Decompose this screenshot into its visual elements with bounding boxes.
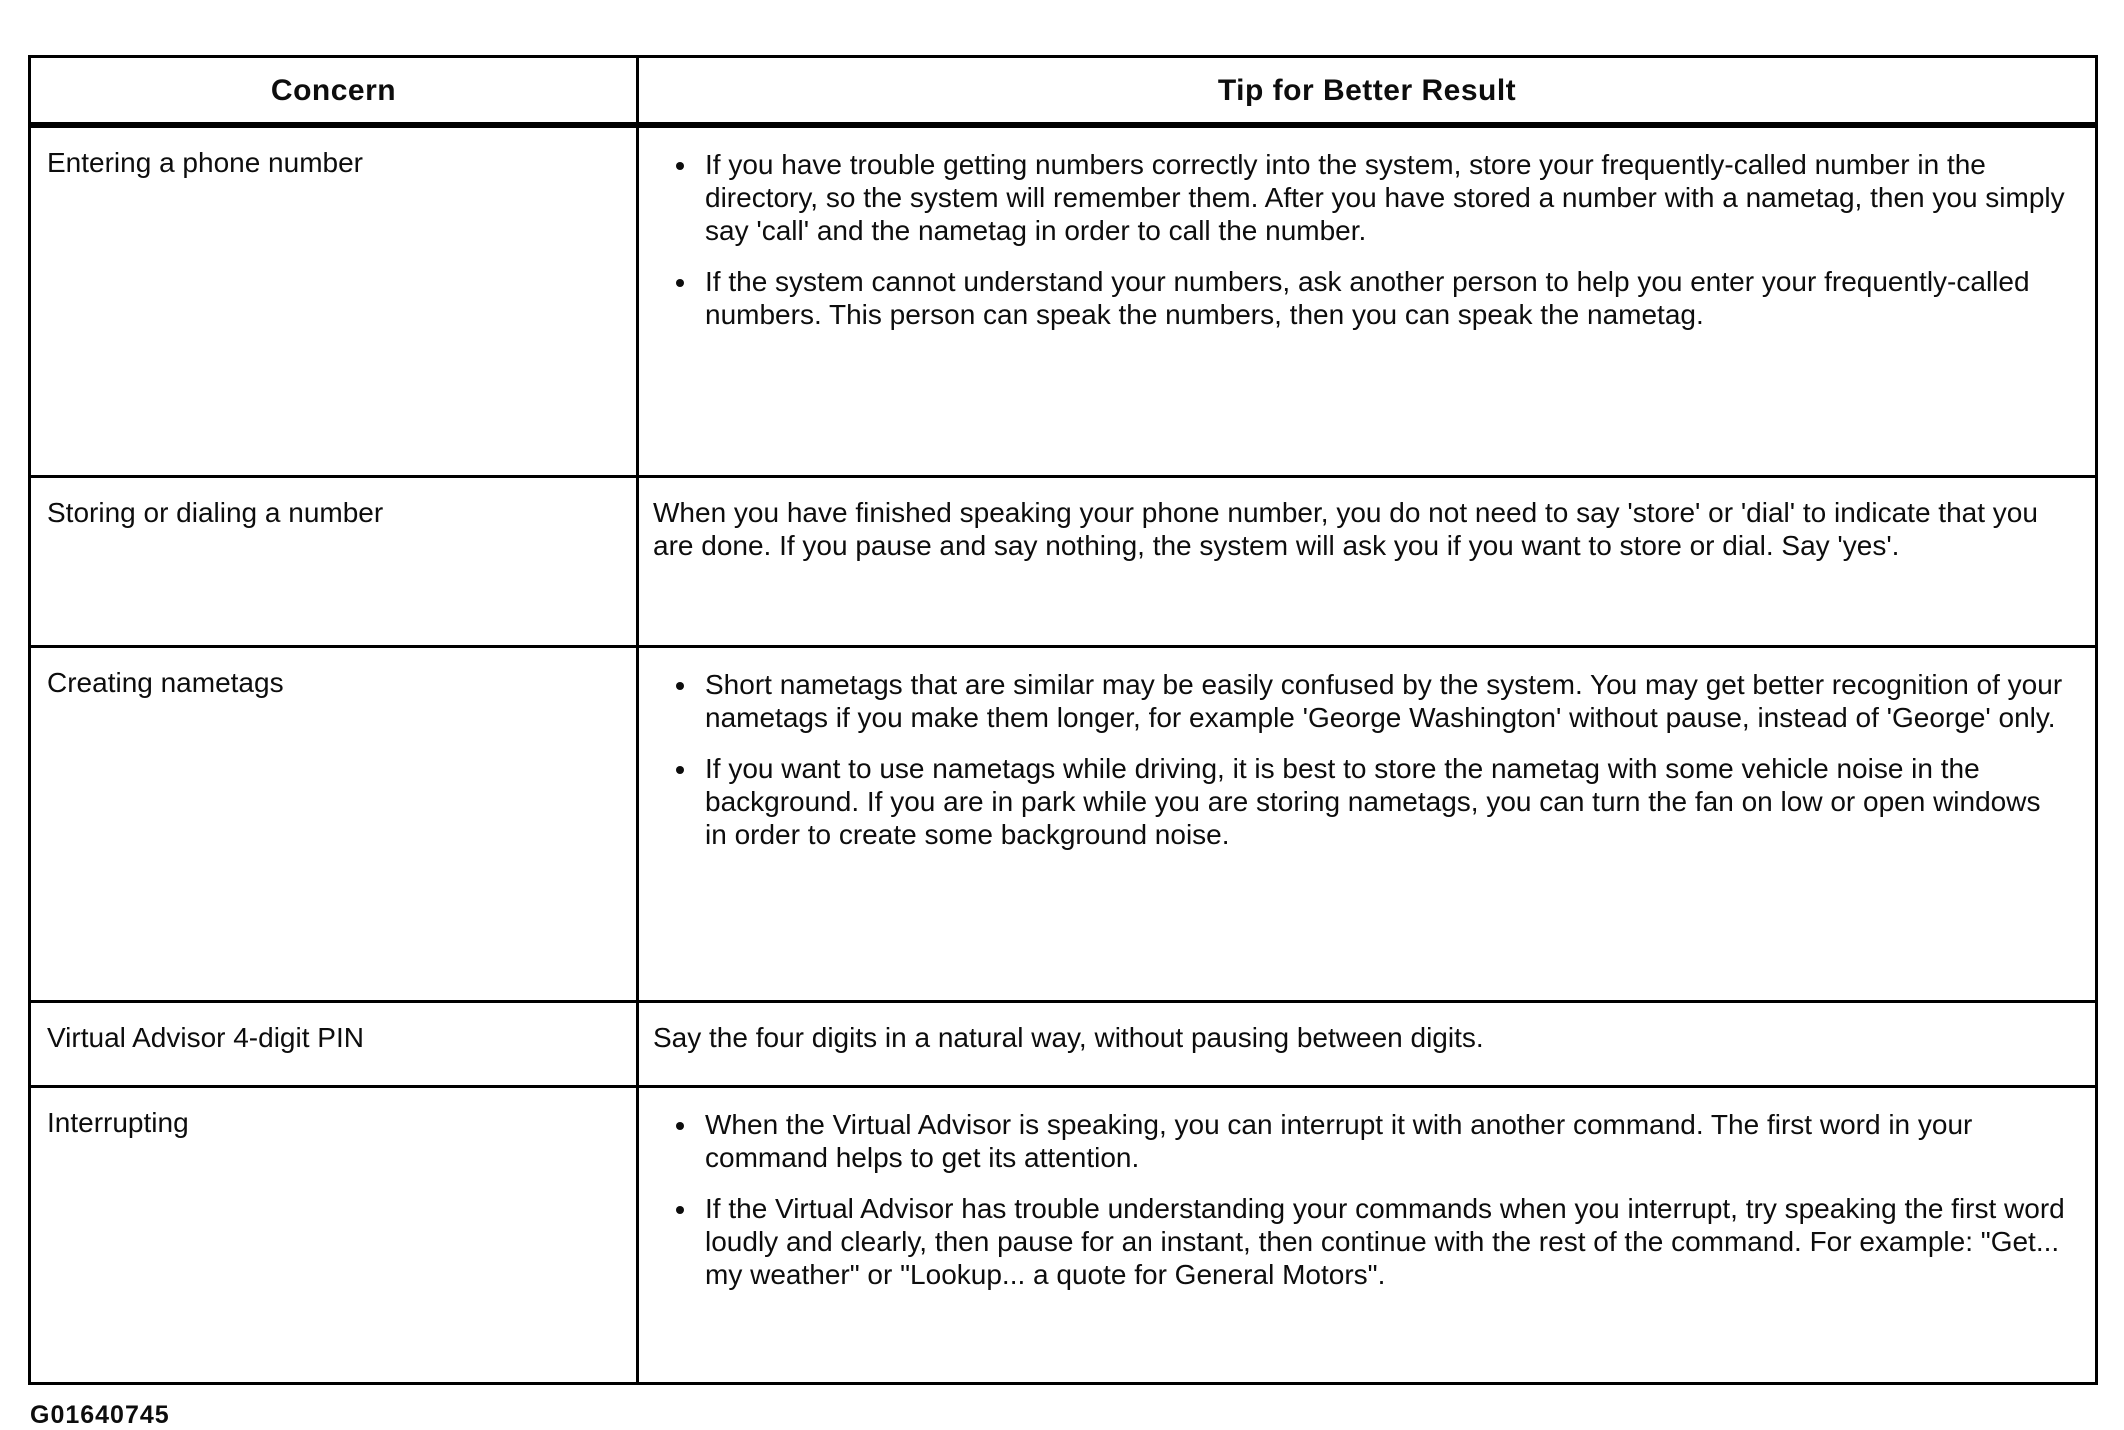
tip-cell bbox=[638, 1087, 2097, 1384]
tip-text: When you have finished speaking your phone number, you do not need to say 'store' or 'dial' to indicate that you are done. If you pause and say nothing, the system will ask you if you want to store or dial. Say 'yes'. bbox=[653, 497, 2038, 561]
tip-bullet: • If you have trouble getting numbers correctly into the system, store your frequently-called number in the directory, so the system will remember them. After you have stored a number with a nametag, then you simply say 'call' and the nametag in order to call the number. bbox=[699, 148, 2069, 247]
tip-bullet-list bbox=[651, 148, 2069, 331]
tip-bullet: • Short nametags that are similar may be easily confused by the system. You may get better recognition of your nametags if you make them longer, for example 'George Washington' without pause, instead of 'George' only. bbox=[699, 668, 2069, 734]
tip-bullet: • When the Virtual Advisor is speaking, you can interrupt it with another command. The first word in your command helps to get its attention. bbox=[699, 1108, 2069, 1174]
tip-cell bbox=[638, 647, 2097, 1002]
tip-bullet-list bbox=[651, 668, 2069, 851]
tip-cell bbox=[638, 125, 2097, 477]
tip-column-header: Tip for Better Result bbox=[638, 57, 2097, 126]
tip-text: Say the four digits in a natural way, without pausing between digits. bbox=[653, 1022, 1484, 1053]
tip-bullet: • If the system cannot understand your numbers, ask another person to help you enter your frequently-called numbers. This person can speak the numbers, then you can speak the nametag. bbox=[699, 265, 2069, 331]
table-row bbox=[30, 647, 2097, 1002]
concern-cell: Entering a phone number bbox=[30, 125, 638, 477]
concern-cell: Storing or dialing a number bbox=[30, 477, 638, 647]
tip-bullet: • If you want to use nametags while driving, it is best to store the nametag with some vehicle noise in the background. If you are in park while you are storing nametags, you can turn the fan on low or open windows in order to create some background noise. bbox=[699, 752, 2069, 851]
concern-cell: Interrupting bbox=[30, 1087, 638, 1384]
figure-id-label: G01640745 bbox=[30, 1401, 170, 1429]
tip-bullet-list bbox=[651, 1108, 2069, 1291]
concern-column-header: Concern bbox=[30, 57, 638, 126]
table-row bbox=[30, 1087, 2097, 1384]
concern-tips-table bbox=[28, 55, 2098, 1385]
table-row bbox=[30, 1002, 2097, 1087]
table-row bbox=[30, 477, 2097, 647]
tip-cell bbox=[638, 1002, 2097, 1087]
tip-bullet: • If the Virtual Advisor has trouble understanding your commands when you interrupt, try speaking the first word loudly and clearly, then pause for an instant, then continue with the rest of the command. For example: "Get... my weather" or "Lookup... a quote for General Motors". bbox=[699, 1192, 2069, 1291]
concern-cell: Virtual Advisor 4-digit PIN bbox=[30, 1002, 638, 1087]
table-row bbox=[30, 125, 2097, 477]
tip-cell bbox=[638, 477, 2097, 647]
table-body bbox=[30, 125, 2097, 1384]
concern-cell: Creating nametags bbox=[30, 647, 638, 1002]
header-row bbox=[30, 57, 2097, 126]
